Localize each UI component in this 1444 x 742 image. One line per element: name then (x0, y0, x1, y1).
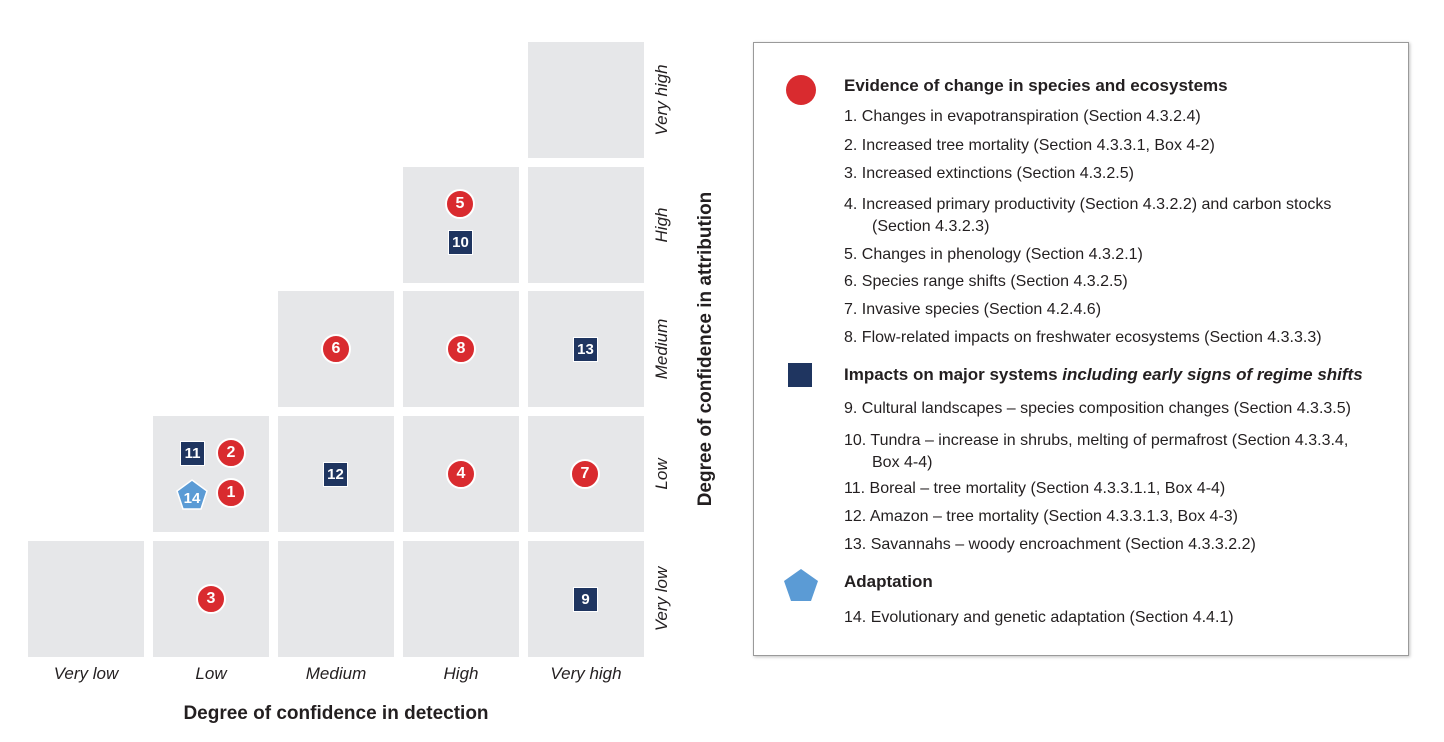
legend-item-num: 9. (844, 400, 858, 417)
cell-medium-verylow (278, 541, 394, 657)
legend-item-text: Changes in evapotranspiration (Section 4.3.2.4) (861, 108, 1201, 125)
legend-heading-species: Evidence of change in species and ecosystems (844, 76, 1228, 95)
cell-high-verylow (403, 541, 519, 657)
legend-item-num: 3. (844, 165, 858, 182)
y-tick-very-low: Very low (652, 566, 671, 632)
legend-item-text: Evolutionary and genetic adaptation (Section 4.4.1) (870, 609, 1234, 626)
y-tick-very-high: Very high (652, 64, 671, 136)
marker-13: 13 (573, 337, 598, 362)
legend-item-num: 12. (844, 508, 867, 525)
marker-7: 7 (570, 459, 600, 489)
cell-low-low (153, 416, 269, 532)
x-tick-very-high: Very high (550, 664, 622, 683)
legend-item-text: Savannahs – woody encroachment (Section 4.3.3.2.2) (870, 536, 1256, 553)
marker-9: 9 (573, 587, 598, 612)
legend-item-num: 10. (844, 432, 867, 449)
y-tick-low: Low (652, 458, 671, 490)
legend-heading-systems-text: Impacts on major systems (844, 365, 1058, 384)
pentagon-icon (783, 568, 819, 602)
marker-12: 12 (323, 462, 348, 487)
cell-veryhigh-high (528, 167, 644, 283)
legend-item-text: Species range shifts (Section 4.3.2.5) (861, 273, 1128, 290)
cell-verylow-verylow (28, 541, 144, 657)
legend-item-8 (844, 327, 1384, 349)
legend-item-num: 5. (844, 246, 858, 263)
legend-item-text: Tundra – increase in shrubs, melting of permafrost (Section 4.3.3.4, (870, 432, 1349, 449)
legend-item-14 (844, 607, 1384, 629)
legend-item-12 (844, 506, 1384, 528)
legend-item-num: 1. (844, 108, 858, 125)
square-icon (788, 363, 812, 387)
legend-box (753, 42, 1409, 656)
marker-8: 8 (446, 334, 476, 364)
legend-item-3 (844, 163, 1384, 185)
legend-item-text: Increased tree mortality (Section 4.3.3.1, Box 4-2) (861, 137, 1215, 154)
legend-item-text: Increased extinctions (Section 4.3.2.5) (861, 165, 1134, 182)
legend-item-11 (844, 478, 1384, 500)
legend-item-2 (844, 135, 1384, 157)
legend-item-text: Invasive species (Section 4.2.4.6) (861, 301, 1102, 318)
circle-icon (786, 75, 816, 105)
legend-item-text-cont: Box 4-4) (872, 454, 933, 471)
marker-5: 5 (445, 189, 475, 219)
legend-item-1 (844, 106, 1384, 128)
legend-item-4 (844, 194, 1384, 238)
marker-10: 10 (448, 230, 473, 255)
x-tick-low: Low (195, 664, 227, 683)
y-tick-medium: Medium (652, 318, 671, 380)
marker-4: 4 (446, 459, 476, 489)
marker-14 (176, 479, 208, 511)
legend-item-7 (844, 299, 1384, 321)
legend-item-5 (844, 244, 1384, 266)
legend-item-num: 11. (844, 480, 866, 497)
x-axis-title: Degree of confidence in detection (183, 703, 489, 724)
legend-item-10 (844, 430, 1384, 474)
cell-veryhigh-veryhigh (528, 42, 644, 158)
cell-high-high (403, 167, 519, 283)
legend-item-text: Flow-related impacts on freshwater ecosystems (Section 4.3.3.3) (861, 329, 1322, 346)
marker-14-label: 14 (183, 489, 201, 507)
legend-item-text: Changes in phenology (Section 4.3.2.1) (861, 246, 1143, 263)
x-tick-high: High (443, 664, 479, 683)
legend-item-num: 8. (844, 329, 858, 346)
marker-3: 3 (196, 584, 226, 614)
legend-item-text: Amazon – tree mortality (Section 4.3.3.1.3, Box 4-3) (869, 508, 1238, 525)
x-tick-medium: Medium (305, 664, 367, 683)
legend-item-text: Cultural landscapes – species composition changes (Section 4.3.3.5) (861, 400, 1351, 417)
legend-item-num: 14. (844, 609, 867, 626)
legend-item-text-cont: (Section 4.3.2.3) (872, 218, 990, 235)
legend-item-num: 7. (844, 301, 858, 318)
legend-item-text: Boreal – tree mortality (Section 4.3.3.1.1, Box 4-4) (869, 480, 1226, 497)
x-tick-very-low: Very low (53, 664, 119, 683)
y-tick-high: High (652, 207, 671, 243)
legend-item-num: 4. (844, 196, 858, 213)
legend-heading-adaptation: Adaptation (844, 572, 933, 591)
legend-item-num: 13. (844, 536, 867, 553)
marker-11: 11 (180, 441, 205, 466)
legend-item-9 (844, 398, 1384, 420)
legend-heading-systems (844, 365, 1363, 385)
legend-heading-systems-italic: including early signs of regime shifts (1062, 365, 1363, 384)
marker-1: 1 (216, 478, 246, 508)
marker-6: 6 (321, 334, 351, 364)
y-axis-title: Degree of confidence in attribution (695, 191, 716, 507)
legend-item-13 (844, 534, 1384, 556)
marker-2: 2 (216, 438, 246, 468)
legend-item-num: 6. (844, 273, 858, 290)
legend-item-text: Increased primary productivity (Section 4.3.2.2) and carbon stocks (861, 196, 1332, 213)
legend-item-6 (844, 271, 1384, 293)
legend-item-num: 2. (844, 137, 858, 154)
